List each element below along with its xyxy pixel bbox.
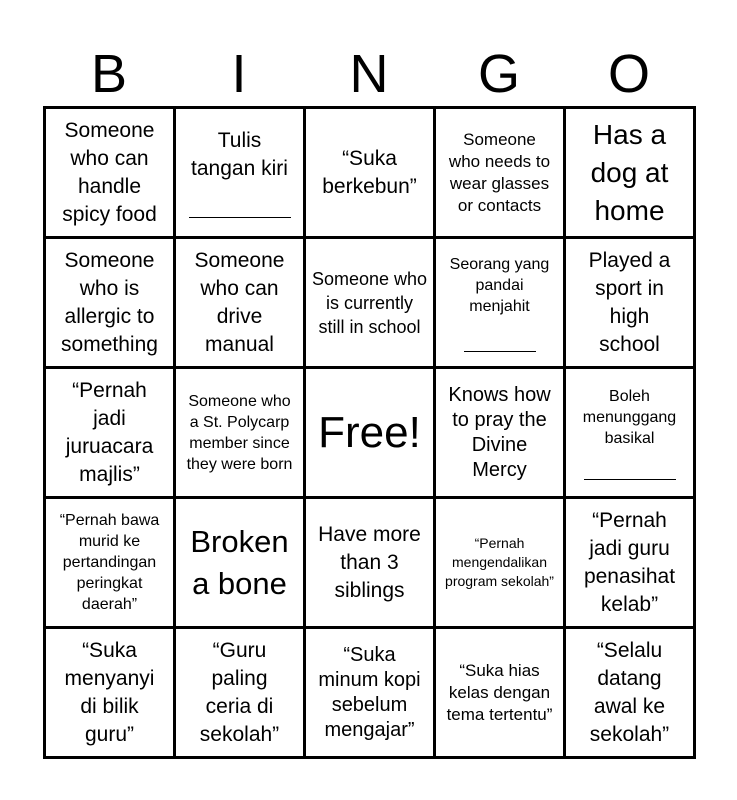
fill-in-blank-line: [189, 217, 291, 218]
bingo-cell[interactable]: [175, 628, 305, 758]
bingo-cell[interactable]: [565, 238, 695, 368]
bingo-cell[interactable]: [305, 238, 435, 368]
bingo-cell[interactable]: [435, 498, 565, 628]
cell-text: “Pernah jadi juruacara majlis”: [65, 378, 154, 486]
header-letter-n: N: [349, 44, 389, 104]
bingo-header: [44, 40, 694, 106]
cell-text: “Suka menyanyi di bilik guru”: [64, 638, 155, 746]
bingo-cell[interactable]: [45, 238, 175, 368]
bingo-cell[interactable]: [175, 108, 305, 238]
bingo-cell[interactable]: [175, 368, 305, 498]
bingo-cell[interactable]: [45, 628, 175, 758]
bingo-cell[interactable]: [565, 628, 695, 758]
cell-text: “Pernah jadi guru penasihat kelab”: [583, 508, 676, 616]
bingo-cell[interactable]: [305, 108, 435, 238]
bingo-cell[interactable]: [305, 498, 435, 628]
header-letter-i: I: [231, 44, 247, 104]
cell-text: Tulis tangan kiri: [191, 129, 288, 180]
cell-text: “Pernah mengendalikan program sekolah”: [445, 535, 554, 589]
cell-text: “Selalu datang awal ke sekolah”: [589, 638, 670, 746]
cell-text: Someone who can handle spicy food: [62, 118, 157, 226]
cell-text: Someone who a St. Polycarp member since they were born: [186, 392, 293, 473]
bingo-cell[interactable]: [45, 498, 175, 628]
bingo-cell[interactable]: [565, 108, 695, 238]
cell-text: Seorang yang pandai menjahit: [449, 255, 550, 315]
bingo-cell[interactable]: [565, 368, 695, 498]
header-letter-o: O: [607, 44, 650, 104]
board-row: [45, 368, 695, 498]
cell-text: “Guru paling ceria di sekolah”: [199, 638, 280, 746]
free-space-text: Free!: [318, 407, 421, 457]
cell-text: Boleh menunggang basikal: [582, 387, 677, 447]
header-letter-b: B: [90, 44, 128, 104]
bingo-cell[interactable]: [305, 628, 435, 758]
cell-text: Someone who needs to wear glasses or contacts: [448, 129, 551, 215]
header-letter-g: G: [477, 44, 520, 104]
board-row: [45, 628, 695, 758]
cell-text: “Suka berkebun”: [322, 146, 417, 198]
bingo-cell[interactable]: [435, 108, 565, 238]
cell-text: Someone who is currently still in school: [311, 268, 428, 337]
cell-text: Played a sport in high school: [588, 248, 671, 356]
cell-text: Knows how to pray the Divine Mercy: [448, 383, 551, 481]
cell-text: Has a dog at home: [590, 118, 669, 226]
bingo-board: [43, 106, 696, 759]
bingo-cell[interactable]: [45, 368, 175, 498]
bingo-cell[interactable]: [565, 498, 695, 628]
bingo-cell[interactable]: [45, 108, 175, 238]
bingo-cell[interactable]: [435, 368, 565, 498]
bingo-cell free-space[interactable]: [305, 368, 435, 498]
cell-text: Broken a bone: [190, 523, 289, 601]
bingo-cell[interactable]: [435, 628, 565, 758]
bingo-cell[interactable]: [435, 238, 565, 368]
board-row: [45, 498, 695, 628]
board-row: [45, 108, 695, 238]
fill-in-blank-line: [584, 479, 676, 480]
bingo-cell[interactable]: [175, 238, 305, 368]
cell-text: Have more than 3 siblings: [318, 522, 421, 602]
cell-text: Someone who is allergic to something: [61, 248, 158, 356]
cell-text: “Suka hias kelas dengan tema tertentu”: [446, 660, 553, 724]
fill-in-blank-line: [464, 351, 536, 352]
bingo-cell[interactable]: [175, 498, 305, 628]
cell-text: Someone who can drive manual: [194, 248, 285, 356]
cell-text: “Pernah bawa murid ke pertandingan peringkat daerah”: [59, 512, 160, 613]
board-row: [45, 238, 695, 368]
cell-text: “Suka minum kopi sebelum mengajar”: [318, 643, 421, 741]
